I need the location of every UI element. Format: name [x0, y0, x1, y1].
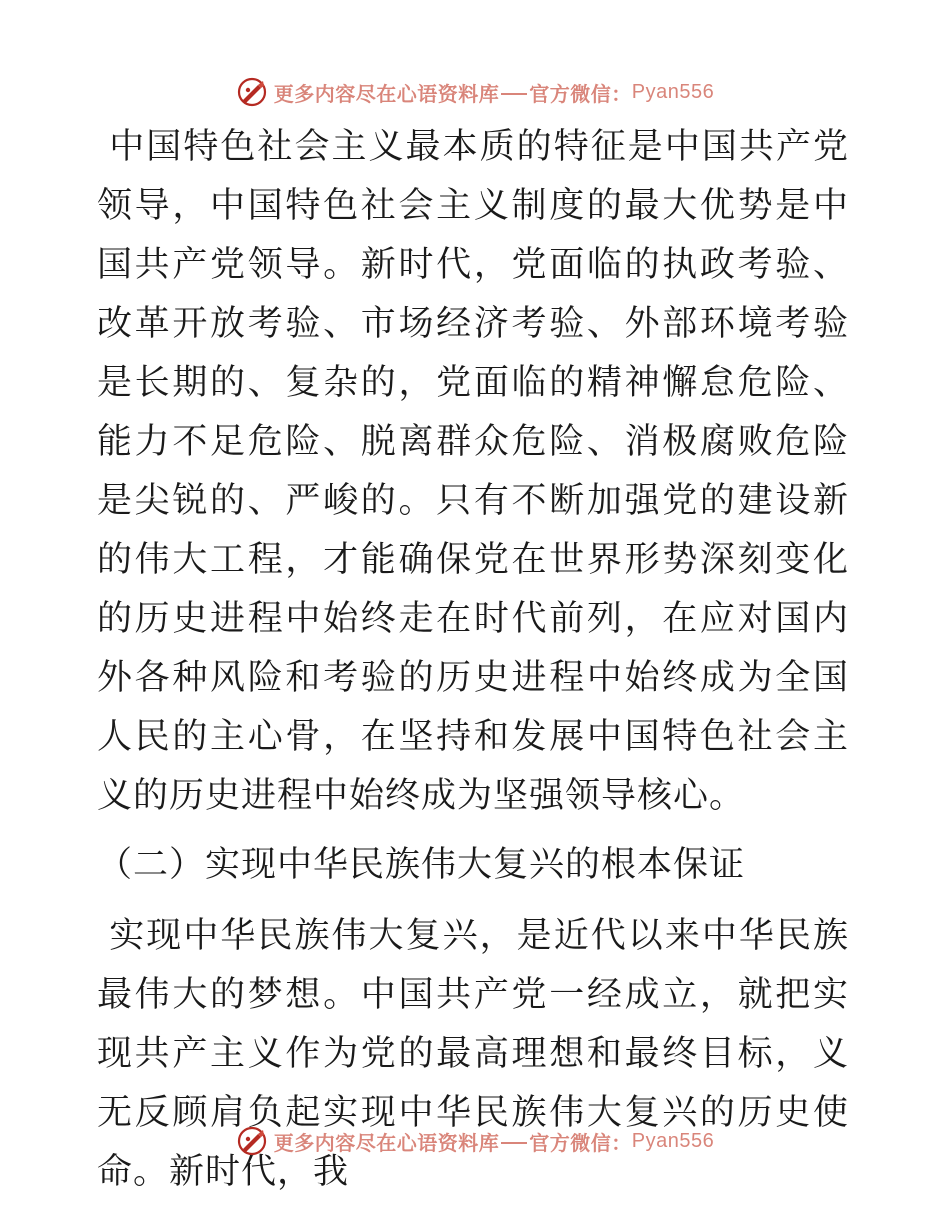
red-quill-emblem-icon — [236, 1125, 268, 1157]
document-body — [97, 118, 849, 1202]
watermark-account: Pyan556 — [631, 1129, 715, 1152]
watermark-separator — [499, 80, 529, 104]
watermark-dash-icon — [501, 1142, 527, 1144]
watermark-brand: 更多内容尽在心语资料库 — [273, 81, 500, 106]
header-watermark — [0, 72, 950, 112]
red-quill-emblem-icon — [236, 76, 268, 108]
watermark-label: 官方微信： — [529, 81, 632, 106]
paragraph-1: 中国特色社会主义最本质的特征是中国共产党领导，中国特色社会主义制度的最大优势是中国共产党领导。新时代，党面临的执政考验、改革开放考验、市场经济考验、外部环境考验是长期的、复杂的，党面临的精神懈怠危险、能力不足危险、脱离群众危险、消极腐败危险是尖锐的、严峻的。只有不断加强党的建设新的伟大工程，才能确保党在世界形势深刻变化的历史进程中始终走在时代前列，在应对国内外各种风险和考验的历史进程中始终成为全国人民的主心骨，在坚持和发展中国特色社会主义的历史进程中始终成为坚强领导核心。 — [97, 127, 849, 816]
section-heading: （二）实现中华民族伟大复兴的根本保证 — [97, 845, 746, 885]
watermark-account: Pyan556 — [631, 80, 715, 103]
watermark-brand: 更多内容尽在心语资料库 — [273, 1130, 500, 1155]
watermark-label: 官方微信： — [529, 1130, 632, 1155]
watermark-dash-icon — [501, 93, 527, 95]
footer-watermark — [0, 1121, 950, 1161]
paragraph-2: 实现中华民族伟大复兴，是近代以来中华民族最伟大的梦想。中国共产党一经成立，就把实现共产主义作为党的最高理想和最终目标，义无反顾肩负起实现中华民族伟大复兴的历史使命。新时代，我 — [97, 916, 849, 1192]
watermark-separator — [499, 1129, 529, 1153]
